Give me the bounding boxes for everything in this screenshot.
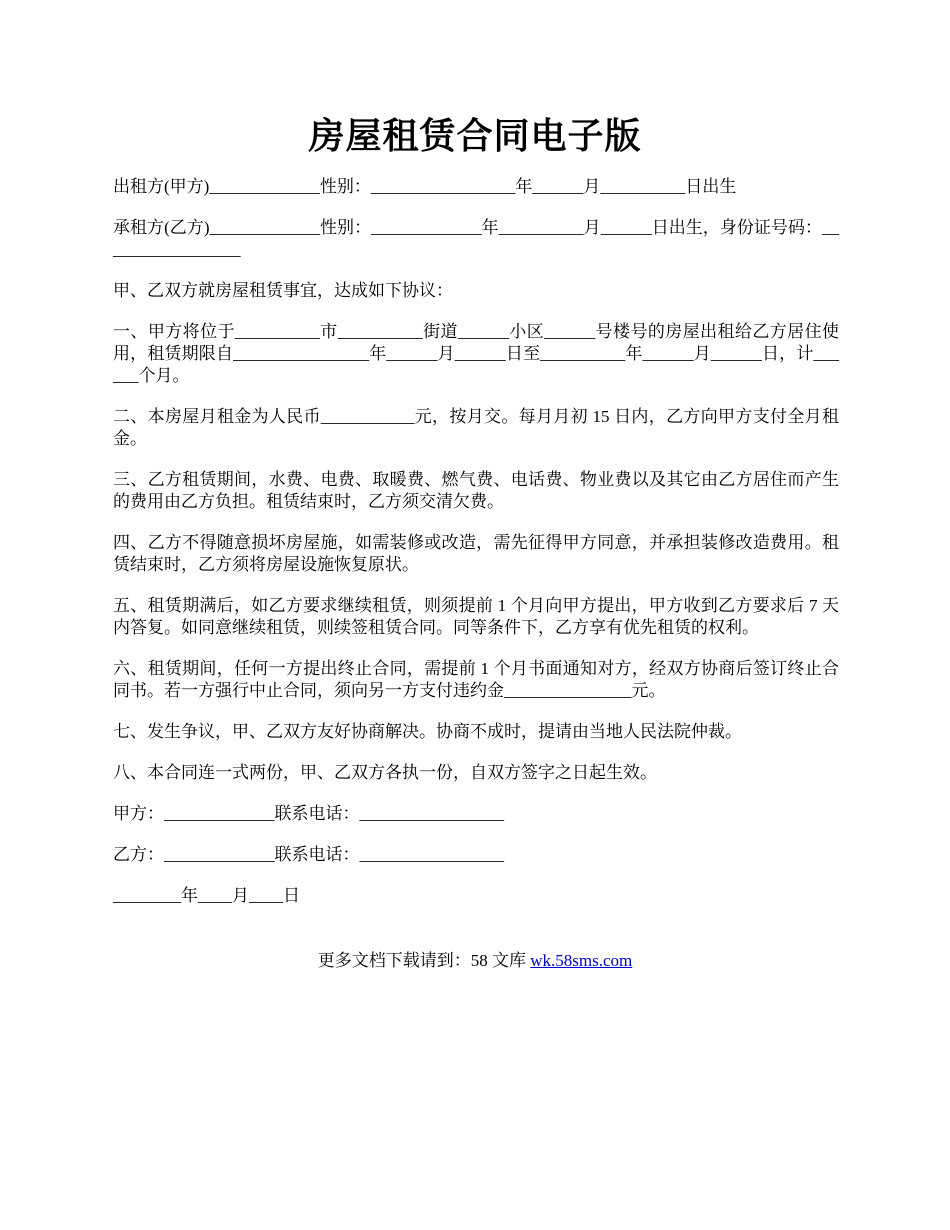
party-b-line: 承租方(乙方)_____________性别：_____________年__________月______日出生，身份证号码：_________________ bbox=[113, 218, 839, 259]
party-a-line: 出租方(甲方)_____________性别：_________________年______月__________日出生 bbox=[113, 177, 737, 196]
clause-6: 六、租赁期间，任何一方提出终止合同，需提前 1 个月书面通知对方，经双方协商后签订终止合同书。若一方强行中止合同，须向另一方支付违约金_______________元。 bbox=[113, 659, 839, 700]
clause-7: 七、发生争议，甲、乙双方友好协商解决。协商不成时，提请由当地人民法院仲裁。 bbox=[113, 722, 742, 741]
contract-body bbox=[113, 176, 839, 926]
signature-party-a: 甲方：_____________联系电话：_________________ bbox=[113, 804, 504, 823]
clause-1: 一、甲方将位于__________市__________街道______小区______号楼号的房屋出租给乙方居住使用，租赁期限自________________年______月______日至__________年______月______日，计______个月。 bbox=[113, 322, 839, 385]
signature-party-b: 乙方：_____________联系电话：_________________ bbox=[113, 845, 504, 864]
clause-3: 三、乙方租赁期间，水费、电费、取暖费、燃气费、电话费、物业费以及其它由乙方居住而产生的费用由乙方负担。租赁结束时，乙方须交清欠费。 bbox=[113, 470, 839, 511]
clause-8: 八、本合同连一式两份，甲、乙双方各执一份，自双方签字之日起生效。 bbox=[113, 763, 657, 782]
clause-4: 四、乙方不得随意损坏房屋施，如需装修或改造，需先征得甲方同意，并承担装修改造费用。租赁结束时，乙方须将房屋设施恢复原状。 bbox=[113, 533, 839, 574]
clause-2: 二、本房屋月租金为人民币___________元，按月交。每月月初 15 日内，乙方向甲方支付全月租金。 bbox=[113, 407, 839, 448]
footer-link[interactable]: wk.58sms.com bbox=[530, 951, 633, 970]
agreement-intro: 甲、乙双方就房屋租赁事宜，达成如下协议： bbox=[113, 281, 453, 300]
signature-date: ________年____月____日 bbox=[113, 886, 300, 905]
document-title: 房屋租赁合同电子版 bbox=[308, 116, 642, 156]
footer-text: 更多文档下载请到：58 文库 bbox=[317, 951, 531, 970]
download-footer bbox=[0, 950, 950, 972]
clause-5: 五、租赁期满后，如乙方要求继续租赁，则须提前 1 个月向甲方提出，甲方收到乙方要求后 7 天内答复。如同意继续租赁，则续签租赁合同。同等条件下，乙方享有优先租赁的权利。 bbox=[113, 596, 839, 637]
